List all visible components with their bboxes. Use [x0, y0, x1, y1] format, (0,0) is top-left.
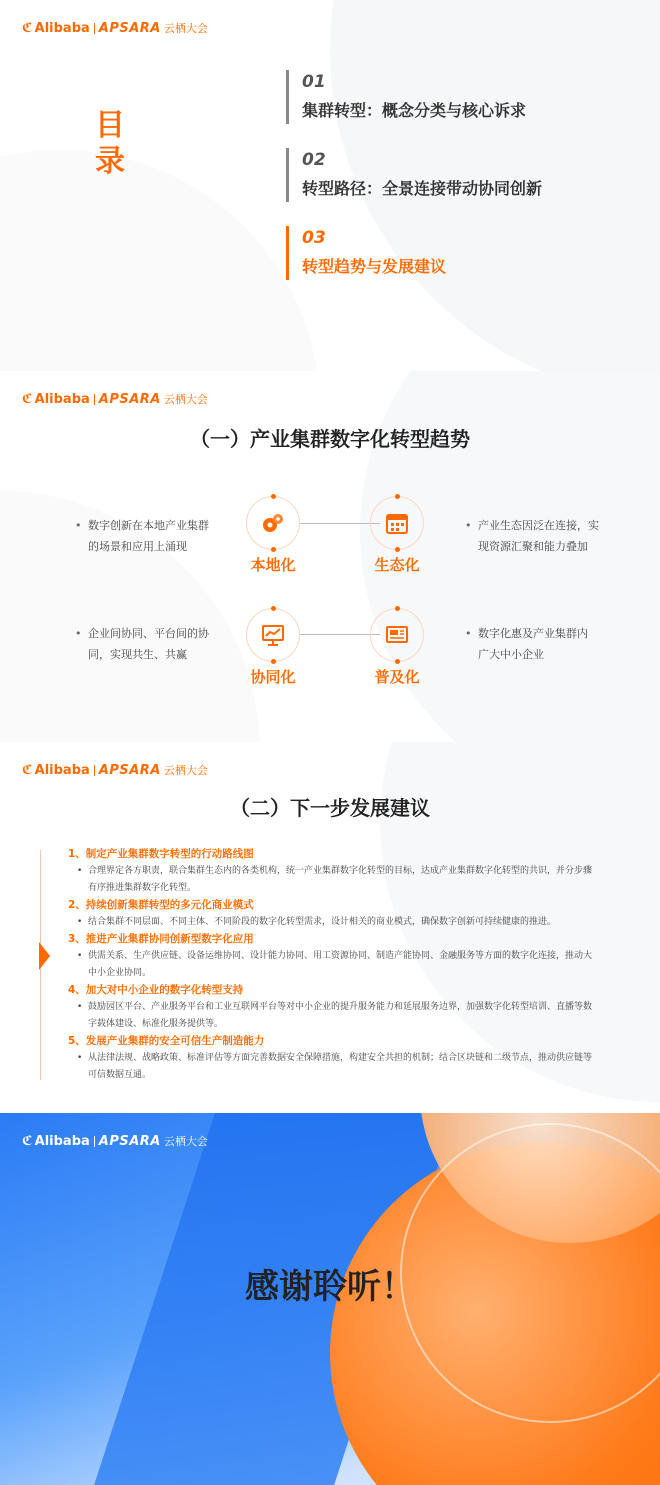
suggestion-body: 从法律法规、战略政策、标准评估等方面完善数据安全保障措施，构建安全共担的机制；结合区块链和二级节点，推动供应链等可信数据互通。 [88, 1053, 593, 1080]
toc-item-number: 01 [302, 72, 326, 92]
suggestion-heading: 2、持续创新集群转型的多元化商业模式 [68, 899, 254, 911]
brand-apsara: APSARA [98, 762, 161, 778]
logo-divider [94, 765, 95, 776]
slide-title: （一）产业集群数字化转型趋势 [190, 427, 470, 451]
slide-trends [0, 371, 660, 742]
suggestion-item: 3、推进产业集群协同创新型数字化应用 • 供需关系、生产供应链、设备运维协同、设计能力协同、用工资源协同、制造产能协同、金融服务等方面的数字化连接，推动大中小企业协同。 [68, 931, 598, 982]
alibaba-logo-icon: ℭ [22, 20, 33, 36]
brand-logo [22, 1133, 208, 1149]
presentation-icon [260, 622, 286, 648]
trend-label: 本地化 [250, 556, 296, 574]
background-arc [0, 150, 320, 371]
slide-suggestions [0, 742, 660, 1113]
trend-desc-local: • 数字创新在本地产业集群的场景和应用上涌现 [75, 519, 209, 553]
slide-table-of-contents [0, 0, 660, 371]
suggestion-item: 5、发展产业集群的安全可信生产制造能力 • 从法律法规、战略政策、标准评估等方面完善数据安全保障措施，构建安全共担的机制；结合区块链和二级节点，推动供应链等可信数据互通。 [68, 1033, 598, 1084]
trend-local [233, 496, 313, 575]
toc-item-number: 03 [302, 228, 326, 248]
brand-alibaba: Alibaba [34, 391, 90, 407]
suggestion-heading: 5、发展产业集群的安全可信生产制造能力 [68, 1035, 265, 1047]
toc-item-text: 集群转型：概念分类与核心诉求 [302, 101, 527, 120]
brand-cn-name: 云栖大会 [163, 1135, 208, 1148]
brand-alibaba: Alibaba [34, 20, 90, 36]
toc-item-text: 转型路径：全景连接带动协同创新 [302, 179, 543, 198]
toc-item-text: 转型趋势与发展建议 [302, 257, 447, 276]
calendar-icon [384, 510, 410, 536]
brand-alibaba: Alibaba [34, 762, 90, 778]
suggestion-list [68, 846, 598, 1084]
logo-divider [94, 23, 95, 34]
suggestion-item: 1、制定产业集群数字转型的行动路线图 • 合理界定各方职责，联合集群生态内的各类机构，统一产业集群数字化转型的目标，达成产业集群数字化转型的共识，并分步骤有序推进集群数字化转型。 [68, 846, 598, 897]
trend-label: 普及化 [374, 668, 420, 686]
toc-title: 目录 [95, 108, 125, 179]
closing-text: 感谢聆听！ [245, 1267, 415, 1307]
alibaba-logo-icon: ℭ [22, 762, 33, 778]
suggestion-body: 结合集群不同层面、不同主体、不同阶段的数字化转型需求，设计相关的商业模式，确保数字创新可持续健康的推进。 [88, 917, 557, 927]
suggestion-item: 4、加大对中小企业的数字化转型支持 • 鼓励园区平台、产业服务平台和工业互联网平台等对中小企业的提升服务能力和延展服务边界，加强数字化转型培训、直播等数字载体建设、标准化服务提供等。 [68, 982, 598, 1033]
toc-item-03 [286, 226, 446, 280]
brand-apsara: APSARA [98, 20, 161, 36]
alibaba-logo-icon: ℭ [22, 1133, 33, 1149]
trend-collaboration [233, 608, 313, 687]
gears-icon [260, 510, 286, 536]
toc-item-number: 02 [302, 150, 326, 170]
slide-thank-you [0, 1113, 660, 1485]
trend-label: 协同化 [250, 668, 296, 686]
trend-desc-ecosystem: • 产业生态因泛在连接，实现资源汇聚和能力叠加 [465, 519, 599, 553]
monitor-icon [384, 622, 410, 648]
suggestion-heading: 4、加大对中小企业的数字化转型支持 [68, 984, 244, 996]
brand-cn-name: 云栖大会 [163, 764, 208, 777]
trend-desc-collaboration: • 企业间协同、平台间的协同，实现共生、共赢 [75, 627, 209, 661]
logo-divider [94, 394, 95, 405]
suggestion-body: 合理界定各方职责，联合集群生态内的各类机构，统一产业集群数字化转型的目标，达成产业集群数字化转型的共识，并分步骤有序推进集群数字化转型。 [88, 866, 593, 893]
trend-label: 生态化 [374, 556, 420, 574]
brand-logo [22, 20, 208, 36]
brand-apsara: APSARA [98, 1133, 161, 1149]
brand-apsara: APSARA [98, 391, 161, 407]
slide-title: （二）下一步发展建议 [230, 796, 430, 820]
brand-logo [22, 762, 208, 778]
toc-item-02 [286, 148, 542, 202]
brand-cn-name: 云栖大会 [163, 22, 208, 35]
trend-popularization [357, 608, 437, 687]
alibaba-logo-icon: ℭ [22, 391, 33, 407]
brand-alibaba: Alibaba [34, 1133, 90, 1149]
logo-divider [94, 1136, 95, 1147]
brand-logo [22, 391, 208, 407]
suggestion-heading: 3、推进产业集群协同创新型数字化应用 [68, 933, 254, 945]
suggestion-heading: 1、制定产业集群数字转型的行动路线图 [68, 848, 254, 860]
suggestion-body: 供需关系、生产供应链、设备运维协同、设计能力协同、用工资源协同、制造产能协同、金融服务等方面的数字化连接，推动大中小企业协同。 [88, 951, 593, 978]
suggestion-body: 鼓励园区平台、产业服务平台和工业互联网平台等对中小企业的提升服务能力和延展服务边界，加强数字化转型培训、直播等数字载体建设、标准化服务提供等。 [88, 1002, 593, 1029]
trend-ecosystem [357, 496, 437, 575]
suggestion-item: 2、持续创新集群转型的多元化商业模式 • 结合集群不同层面、不同主体、不同阶段的数字化转型需求，设计相关的商业模式，确保数字创新可持续健康的推进。 [68, 897, 598, 931]
arrow-right-icon [39, 942, 50, 970]
brand-cn-name: 云栖大会 [163, 393, 208, 406]
trend-desc-popularization: • 数字化惠及产业集群内广大中小企业 [465, 627, 588, 661]
toc-item-01 [286, 70, 526, 124]
